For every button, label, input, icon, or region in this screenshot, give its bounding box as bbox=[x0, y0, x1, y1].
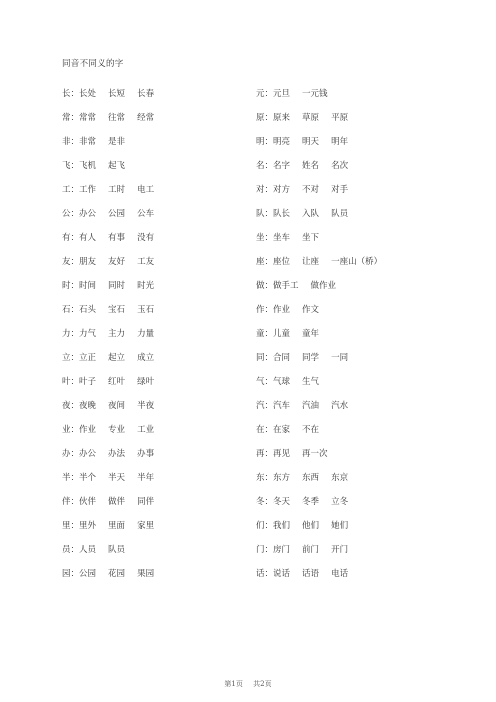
entry-word: 汽水 bbox=[331, 401, 349, 411]
entry-character: 夜 bbox=[62, 401, 71, 411]
word-entry bbox=[62, 88, 282, 112]
entry-word: 长处 bbox=[79, 89, 97, 99]
entry-separator: ： bbox=[264, 257, 274, 267]
entry-word: 同伴 bbox=[137, 497, 155, 507]
entry-character: 石 bbox=[62, 305, 71, 315]
entry-word: 话语 bbox=[302, 569, 320, 579]
entry-word: 明天 bbox=[302, 137, 320, 147]
entry-character: 童 bbox=[256, 329, 265, 339]
word-entry bbox=[256, 208, 476, 232]
entry-word: 坐下 bbox=[302, 233, 320, 243]
entry-word: 明年 bbox=[331, 137, 349, 147]
word-entry bbox=[256, 352, 476, 376]
entry-word: 座位 bbox=[273, 257, 291, 267]
entry-word: 工友 bbox=[137, 257, 155, 267]
word-entry bbox=[62, 112, 282, 136]
entry-separator: ： bbox=[70, 161, 80, 171]
entry-word: 明亮 bbox=[273, 137, 291, 147]
entry-character: 同 bbox=[256, 353, 265, 363]
word-entry bbox=[256, 400, 476, 424]
entry-word: 名字 bbox=[273, 161, 291, 171]
entry-word: 夜晚 bbox=[79, 401, 97, 411]
entry-word: 汽车 bbox=[273, 401, 291, 411]
entry-word: 朋友 bbox=[79, 257, 97, 267]
entry-word: 不在 bbox=[302, 425, 320, 435]
entry-word: 伙伴 bbox=[79, 497, 97, 507]
word-entry bbox=[62, 304, 282, 328]
word-entry bbox=[62, 184, 282, 208]
entry-character: 立 bbox=[62, 353, 71, 363]
entry-word: 没有 bbox=[137, 233, 155, 243]
entry-word: 石头 bbox=[79, 305, 97, 315]
entry-word: 花园 bbox=[108, 569, 126, 579]
entry-word: 姓名 bbox=[302, 161, 320, 171]
entry-character: 办 bbox=[62, 449, 71, 459]
entry-separator: ： bbox=[264, 473, 274, 483]
entry-separator: ： bbox=[70, 137, 80, 147]
entry-word: 半年 bbox=[137, 473, 155, 483]
entry-character: 时 bbox=[62, 281, 71, 291]
entry-word: 果园 bbox=[137, 569, 155, 579]
entry-word: 冬天 bbox=[273, 497, 291, 507]
entry-word: 长短 bbox=[108, 89, 126, 99]
word-entry bbox=[256, 256, 476, 280]
entry-separator: ： bbox=[264, 281, 274, 291]
entry-word: 公车 bbox=[137, 209, 155, 219]
entry-word: 起飞 bbox=[108, 161, 126, 171]
entry-word: 她们 bbox=[331, 521, 349, 531]
entry-word: 主力 bbox=[108, 329, 126, 339]
entry-character: 伴 bbox=[62, 497, 71, 507]
entry-separator: ： bbox=[264, 161, 274, 171]
entry-word: 让座 bbox=[302, 257, 320, 267]
entry-separator: ： bbox=[70, 281, 80, 291]
entry-word: 平原 bbox=[331, 113, 349, 123]
entry-separator: ： bbox=[264, 89, 274, 99]
entry-separator: ： bbox=[264, 233, 274, 243]
entry-character: 在 bbox=[256, 425, 265, 435]
entry-character: 员 bbox=[62, 545, 71, 555]
entry-word: 做伴 bbox=[108, 497, 126, 507]
entry-character: 非 bbox=[62, 137, 71, 147]
entry-word: 里面 bbox=[108, 521, 126, 531]
entry-word: 成立 bbox=[137, 353, 155, 363]
entry-word: 在家 bbox=[273, 425, 291, 435]
word-entry bbox=[62, 448, 282, 472]
entry-word: 人员 bbox=[79, 545, 97, 555]
entry-word: 常常 bbox=[79, 113, 97, 123]
entry-character: 再 bbox=[256, 449, 265, 459]
entry-word: 一座山（桥） bbox=[331, 257, 383, 267]
entry-word: 办公 bbox=[79, 209, 97, 219]
word-entry bbox=[62, 328, 282, 352]
entry-separator: ： bbox=[264, 449, 274, 459]
entry-word: 房门 bbox=[273, 545, 291, 555]
entry-word: 往常 bbox=[108, 113, 126, 123]
word-entry bbox=[256, 304, 476, 328]
word-entry bbox=[62, 160, 282, 184]
entry-word: 里外 bbox=[79, 521, 97, 531]
entry-character: 里 bbox=[62, 521, 71, 531]
entry-word: 不对 bbox=[302, 185, 320, 195]
left-word-column bbox=[62, 88, 282, 592]
entry-separator: ： bbox=[70, 329, 80, 339]
entry-character: 飞 bbox=[62, 161, 71, 171]
word-entry bbox=[62, 400, 282, 424]
entry-word: 草原 bbox=[302, 113, 320, 123]
entry-word: 家里 bbox=[137, 521, 155, 531]
entry-separator: ： bbox=[264, 353, 274, 363]
entry-character: 常 bbox=[62, 113, 71, 123]
entry-word: 元旦 bbox=[273, 89, 291, 99]
entry-word: 东京 bbox=[331, 473, 349, 483]
entry-word: 对方 bbox=[273, 185, 291, 195]
entry-word: 队长 bbox=[273, 209, 291, 219]
entry-separator: ： bbox=[70, 473, 80, 483]
entry-word: 我们 bbox=[273, 521, 291, 531]
word-entry bbox=[62, 376, 282, 400]
entry-word: 合同 bbox=[273, 353, 291, 363]
entry-word: 半个 bbox=[79, 473, 97, 483]
entry-character: 友 bbox=[62, 257, 71, 267]
word-entry bbox=[256, 112, 476, 136]
entry-word: 宝石 bbox=[108, 305, 126, 315]
entry-character: 队 bbox=[256, 209, 265, 219]
entry-word: 飞机 bbox=[79, 161, 97, 171]
entry-separator: ： bbox=[264, 521, 274, 531]
entry-word: 长春 bbox=[137, 89, 155, 99]
word-entry bbox=[256, 232, 476, 256]
entry-word: 队员 bbox=[331, 209, 349, 219]
entry-word: 绿叶 bbox=[137, 377, 155, 387]
word-entry bbox=[62, 232, 282, 256]
word-entry bbox=[256, 328, 476, 352]
page-number: 第1页 bbox=[224, 680, 243, 688]
entry-character: 坐 bbox=[256, 233, 265, 243]
entry-word: 夜间 bbox=[108, 401, 126, 411]
entry-character: 工 bbox=[62, 185, 71, 195]
entry-word: 前门 bbox=[302, 545, 320, 555]
entry-word: 说话 bbox=[273, 569, 291, 579]
entry-separator: ： bbox=[70, 497, 80, 507]
entry-separator: ： bbox=[70, 425, 80, 435]
entry-word: 有事 bbox=[108, 233, 126, 243]
word-entry bbox=[256, 184, 476, 208]
entry-word: 立冬 bbox=[331, 497, 349, 507]
entry-word: 东方 bbox=[273, 473, 291, 483]
entry-separator: ： bbox=[70, 233, 80, 243]
entry-word: 作业 bbox=[79, 425, 97, 435]
page-total: 共2页 bbox=[253, 680, 272, 688]
entry-character: 叶 bbox=[62, 377, 71, 387]
entry-word: 办公 bbox=[79, 449, 97, 459]
entry-word: 同时 bbox=[108, 281, 126, 291]
word-entry bbox=[256, 472, 476, 496]
word-entry bbox=[62, 256, 282, 280]
entry-separator: ： bbox=[70, 353, 80, 363]
word-entry bbox=[256, 424, 476, 448]
word-entry bbox=[256, 496, 476, 520]
entry-character: 东 bbox=[256, 473, 265, 483]
right-word-column bbox=[256, 88, 476, 592]
entry-word: 电工 bbox=[137, 185, 155, 195]
word-entry bbox=[62, 208, 282, 232]
entry-word: 玉石 bbox=[137, 305, 155, 315]
entry-character: 门 bbox=[256, 545, 265, 555]
entry-separator: ： bbox=[70, 257, 80, 267]
entry-word: 队员 bbox=[108, 545, 126, 555]
entry-character: 名 bbox=[256, 161, 265, 171]
entry-word: 经常 bbox=[137, 113, 155, 123]
entry-word: 生气 bbox=[302, 377, 320, 387]
entry-word: 公园 bbox=[108, 209, 126, 219]
entry-word: 非常 bbox=[79, 137, 97, 147]
entry-character: 对 bbox=[256, 185, 265, 195]
word-entry bbox=[256, 544, 476, 568]
entry-word: 有人 bbox=[79, 233, 97, 243]
entry-word: 半天 bbox=[108, 473, 126, 483]
entry-word: 时间 bbox=[79, 281, 97, 291]
word-entry bbox=[62, 280, 282, 304]
entry-word: 入队 bbox=[302, 209, 320, 219]
entry-word: 他们 bbox=[302, 521, 320, 531]
word-entry bbox=[62, 520, 282, 544]
word-entry bbox=[256, 280, 476, 304]
entry-word: 气球 bbox=[273, 377, 291, 387]
entry-word: 童年 bbox=[302, 329, 320, 339]
entry-word: 力气 bbox=[79, 329, 97, 339]
entry-separator: ： bbox=[264, 329, 274, 339]
entry-separator: ： bbox=[264, 425, 274, 435]
entry-word: 电话 bbox=[331, 569, 349, 579]
entry-character: 原 bbox=[256, 113, 265, 123]
entry-separator: ： bbox=[70, 209, 80, 219]
entry-word: 起立 bbox=[108, 353, 126, 363]
entry-separator: ： bbox=[70, 185, 80, 195]
entry-character: 长 bbox=[62, 89, 71, 99]
word-entry bbox=[62, 472, 282, 496]
word-entry bbox=[62, 424, 282, 448]
entry-character: 汽 bbox=[256, 401, 265, 411]
entry-word: 红叶 bbox=[108, 377, 126, 387]
word-entry bbox=[256, 520, 476, 544]
entry-word: 儿童 bbox=[273, 329, 291, 339]
word-entry bbox=[62, 568, 282, 592]
entry-separator: ： bbox=[70, 545, 80, 555]
word-entry bbox=[256, 160, 476, 184]
entry-word: 做作业 bbox=[310, 281, 337, 291]
entry-character: 业 bbox=[62, 425, 71, 435]
entry-word: 工时 bbox=[108, 185, 126, 195]
entry-separator: ： bbox=[264, 569, 274, 579]
word-entry bbox=[62, 544, 282, 568]
entry-word: 友好 bbox=[108, 257, 126, 267]
entry-word: 力量 bbox=[137, 329, 155, 339]
entry-word: 半夜 bbox=[137, 401, 155, 411]
entry-word: 冬季 bbox=[302, 497, 320, 507]
entry-word: 立正 bbox=[79, 353, 97, 363]
entry-character: 力 bbox=[62, 329, 71, 339]
entry-separator: ： bbox=[264, 113, 274, 123]
entry-word: 作业 bbox=[273, 305, 291, 315]
entry-word: 做手工 bbox=[273, 281, 299, 291]
word-entry bbox=[256, 136, 476, 160]
entry-separator: ： bbox=[264, 185, 274, 195]
entry-word: 同学 bbox=[302, 353, 320, 363]
entry-separator: ： bbox=[70, 569, 80, 579]
entry-word: 办法 bbox=[108, 449, 126, 459]
entry-word: 汽油 bbox=[302, 401, 320, 411]
entry-word: 坐车 bbox=[273, 233, 291, 243]
entry-word: 名次 bbox=[331, 161, 349, 171]
entry-word: 公园 bbox=[79, 569, 97, 579]
entry-character: 座 bbox=[256, 257, 265, 267]
entry-word: 原来 bbox=[273, 113, 291, 123]
entry-word: 开门 bbox=[331, 545, 349, 555]
entry-word: 工作 bbox=[79, 185, 97, 195]
entry-character: 作 bbox=[256, 305, 265, 315]
word-entry bbox=[62, 136, 282, 160]
entry-character: 做 bbox=[256, 281, 265, 291]
word-entry bbox=[256, 448, 476, 472]
entry-word: 一同 bbox=[331, 353, 349, 363]
entry-character: 半 bbox=[62, 473, 71, 483]
entry-word: 办事 bbox=[137, 449, 155, 459]
word-entry bbox=[62, 352, 282, 376]
entry-separator: ： bbox=[70, 113, 80, 123]
entry-word: 专业 bbox=[108, 425, 126, 435]
page-footer bbox=[0, 679, 496, 689]
entry-separator: ： bbox=[264, 137, 274, 147]
entry-word: 东西 bbox=[302, 473, 320, 483]
entry-separator: ： bbox=[70, 305, 80, 315]
entry-character: 明 bbox=[256, 137, 265, 147]
entry-separator: ： bbox=[264, 545, 274, 555]
entry-character: 公 bbox=[62, 209, 71, 219]
entry-separator: ： bbox=[70, 401, 80, 411]
entry-separator: ： bbox=[70, 449, 80, 459]
entry-separator: ： bbox=[70, 377, 80, 387]
entry-word: 对手 bbox=[331, 185, 349, 195]
entry-word: 再一次 bbox=[302, 449, 328, 459]
entry-word: 再见 bbox=[273, 449, 291, 459]
entry-word: 是非 bbox=[108, 137, 126, 147]
entry-separator: ： bbox=[264, 377, 274, 387]
entry-word: 时光 bbox=[137, 281, 155, 291]
entry-word: 一元钱 bbox=[302, 89, 328, 99]
entry-character: 冬 bbox=[256, 497, 265, 507]
entry-character: 有 bbox=[62, 233, 71, 243]
entry-separator: ： bbox=[264, 497, 274, 507]
page-title: 同音不同义的字 bbox=[62, 59, 124, 69]
entry-character: 元 bbox=[256, 89, 265, 99]
entry-separator: ： bbox=[70, 89, 80, 99]
word-entry bbox=[256, 568, 476, 592]
entry-separator: ： bbox=[264, 305, 274, 315]
word-entry bbox=[62, 496, 282, 520]
word-entry bbox=[256, 376, 476, 400]
entry-separator: ： bbox=[264, 209, 274, 219]
entry-character: 话 bbox=[256, 569, 265, 579]
entry-character: 们 bbox=[256, 521, 265, 531]
entry-separator: ： bbox=[264, 401, 274, 411]
word-entry bbox=[256, 88, 476, 112]
entry-character: 气 bbox=[256, 377, 265, 387]
entry-word: 工业 bbox=[137, 425, 155, 435]
entry-character: 园 bbox=[62, 569, 71, 579]
entry-separator: ： bbox=[70, 521, 80, 531]
entry-word: 作文 bbox=[302, 305, 320, 315]
entry-word: 叶子 bbox=[79, 377, 97, 387]
